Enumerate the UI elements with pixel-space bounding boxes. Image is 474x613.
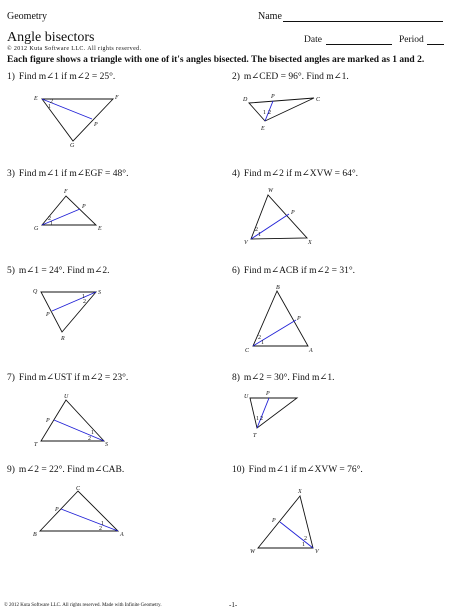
vertex-label: U [64, 394, 69, 400]
problem-text: Find m∠1 if m∠2 = 25°. [18, 72, 116, 82]
vertex-label: W [250, 549, 255, 555]
angle-marker: 2 [258, 335, 261, 341]
angle-marker: 2 [260, 416, 263, 422]
angle-marker: 2 [268, 110, 271, 116]
problem-text: Find m∠2 if m∠XVW = 64°. [243, 169, 359, 179]
vertex-label: F [64, 189, 68, 195]
worksheet-title: Angle bisectors [7, 30, 95, 45]
vertex-label: S [98, 290, 101, 296]
angle-marker: 2 [304, 536, 307, 542]
vertex-label: E [34, 96, 38, 102]
angle-marker: 1 [48, 104, 51, 110]
problem-text: m∠CED = 96°. Find m∠1. [243, 72, 349, 82]
point-label: P [266, 391, 270, 397]
angle-bisector [280, 522, 313, 548]
problem-number: 2) [232, 72, 240, 82]
problem-number: 5) [7, 266, 15, 276]
triangle-outline [250, 398, 297, 428]
problem-number: 4) [232, 169, 240, 179]
angle-marker: 2 [50, 99, 53, 105]
point-label: P [46, 418, 50, 424]
figure-6-triangle [245, 285, 313, 354]
problem-number: 6) [232, 266, 240, 276]
problem-text: m∠2 = 22°. Find m∠CAB. [18, 465, 125, 475]
angle-marker: 1 [256, 416, 259, 422]
angle-marker: 2 [48, 216, 51, 222]
angle-marker: 2 [255, 227, 258, 233]
vertex-label: R [61, 336, 65, 342]
angle-bisector [54, 420, 104, 441]
point-label: P [297, 316, 301, 322]
instructions: Each figure shows a triangle with one of it's angles bisected. The bisected angles are marked as 1 and 2. [7, 55, 425, 65]
copyright-notice: © 2012 Kuta Software LLC. All rights reserved. [7, 46, 142, 52]
triangle-outline [42, 99, 113, 141]
triangle-outline [41, 400, 104, 441]
angle-marker: 1 [258, 232, 261, 238]
vertex-label: V [244, 240, 248, 246]
point-label: P [82, 204, 86, 210]
vertex-label: E [98, 226, 102, 232]
figure-10-triangle [250, 489, 320, 555]
figure-3-triangle [34, 189, 102, 232]
point-label: P [55, 507, 59, 513]
vertex-label: G [34, 226, 39, 232]
vertex-label: X [298, 489, 302, 495]
angle-marker: 1 [302, 542, 305, 548]
point-label: P [271, 94, 275, 100]
name-label: Name [258, 11, 282, 22]
vertex-label: B [33, 532, 37, 538]
figure-8-triangle [244, 391, 297, 439]
vertex-label: X [308, 240, 312, 246]
problem-text: Find m∠UST if m∠2 = 23°. [18, 373, 129, 383]
angle-marker: 1 [82, 294, 85, 300]
problem-text: m∠1 = 24°. Find m∠2. [18, 266, 110, 276]
vertex-label: S [105, 442, 108, 448]
point-label: P [94, 122, 98, 128]
figure-9-triangle [33, 486, 124, 538]
vertex-label: C [76, 486, 81, 492]
vertex-label: G [70, 143, 75, 149]
vertex-label: C [245, 348, 250, 354]
vertex-label: T [253, 433, 257, 439]
course-name: Geometry [7, 11, 47, 22]
point-label: P [291, 210, 295, 216]
problem-number: 3) [7, 169, 15, 179]
period-label: Period [399, 35, 424, 45]
angle-marker: 2 [83, 299, 86, 305]
vertex-label: B [276, 285, 280, 291]
point-label: P [46, 312, 50, 318]
vertex-label: Q [33, 289, 38, 295]
angle-marker: 1 [263, 110, 266, 116]
problem-text: m∠2 = 30°. Find m∠1. [243, 373, 335, 383]
vertex-label: W [268, 188, 273, 194]
angle-marker: 1 [101, 521, 104, 527]
triangle-outline [249, 98, 314, 121]
problem-text: Find m∠1 if m∠XVW = 76°. [248, 465, 363, 475]
angle-marker: 1 [91, 430, 94, 436]
angle-bisector [52, 292, 96, 311]
vertex-label: T [34, 442, 38, 448]
page-number: -1- [229, 601, 238, 609]
triangle-outline [40, 491, 118, 531]
figure-4-triangle [244, 188, 312, 246]
angle-marker: 2 [99, 526, 102, 532]
problem-text: Find m∠1 if m∠EGF = 48°. [18, 169, 129, 179]
vertex-label: V [315, 549, 319, 555]
problem-text: Find m∠ACB if m∠2 = 31°. [243, 266, 356, 276]
vertex-label: C [316, 97, 321, 103]
problem-number: 7) [7, 373, 15, 383]
point-label: P [272, 518, 276, 524]
vertex-label: D [243, 97, 248, 103]
vertex-label: A [309, 348, 313, 354]
footer-copyright: © 2012 Kuta Software LLC. All rights reserved. Made with Infinite Geometry. [4, 603, 162, 608]
problem-number: 8) [232, 373, 240, 383]
figure-1-triangle [33, 95, 119, 149]
figure-2-triangle [242, 94, 321, 132]
date-label: Date [304, 35, 322, 45]
problem-number: 9) [7, 465, 15, 475]
angle-marker: 1 [261, 340, 264, 346]
figure-5-triangle [33, 289, 101, 342]
problem-number: 1) [7, 72, 15, 82]
angle-bisector [61, 509, 118, 531]
vertex-label: F [115, 95, 119, 101]
vertex-label: E [261, 126, 265, 132]
figure-7-triangle [34, 394, 108, 448]
problem-number: 10) [232, 465, 245, 475]
angle-marker: 1 [50, 221, 53, 227]
angle-bisector [253, 320, 296, 346]
vertex-label: A [120, 532, 124, 538]
vertex-label: U [244, 394, 249, 400]
angle-marker: 2 [88, 436, 91, 442]
